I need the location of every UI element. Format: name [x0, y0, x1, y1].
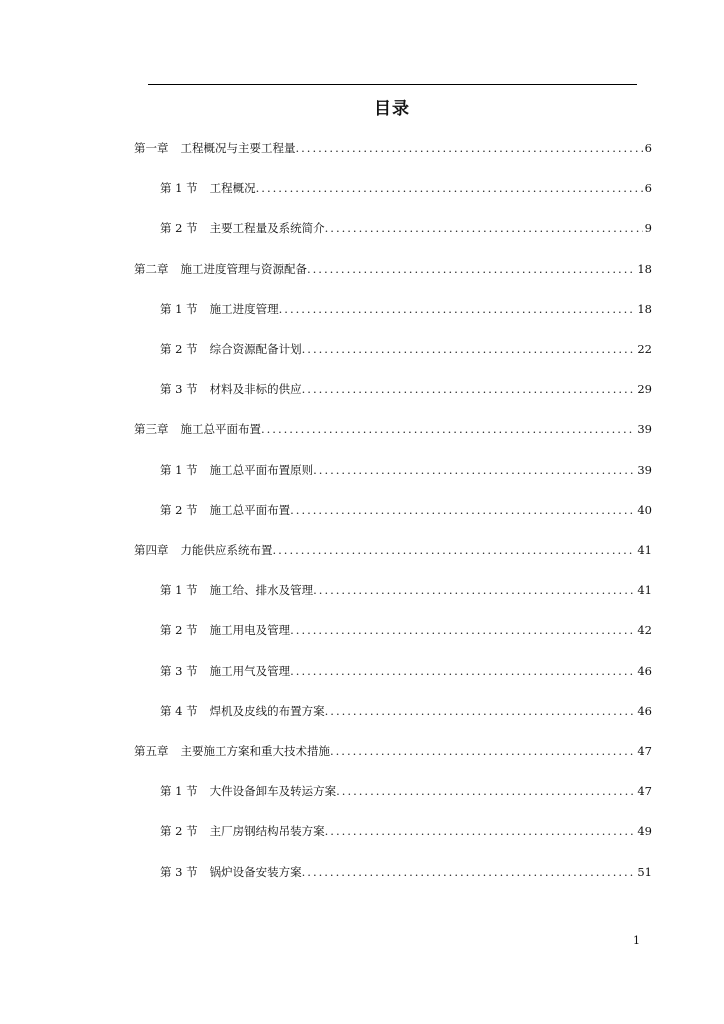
entry-number: 第四章	[134, 543, 169, 557]
entry-title: 工程概况与主要工程量	[180, 141, 296, 155]
toc-chapter-entry[interactable]	[134, 742, 652, 760]
entry-page-number: 41	[637, 583, 652, 597]
entry-number: 第二章	[134, 262, 169, 276]
dot-leader	[256, 179, 643, 197]
entry-page-number: 40	[637, 503, 652, 517]
entry-page-number: 39	[637, 422, 652, 436]
dot-leader	[261, 420, 635, 438]
entry-title: 施工总平面布置	[209, 503, 291, 517]
dot-leader	[330, 742, 635, 760]
toc-section-entry[interactable]	[160, 702, 652, 720]
entry-title: 施工总平面布置	[180, 422, 261, 436]
entry-title: 大件设备卸车及转运方案	[209, 784, 337, 798]
entry-title: 工程概况	[209, 181, 256, 195]
toc-section-entry[interactable]	[160, 822, 652, 840]
entry-title: 主厂房钢结构吊装方案	[209, 824, 325, 838]
dot-leader	[273, 541, 636, 559]
toc-chapter-entry[interactable]	[134, 260, 652, 278]
entry-number: 第 3 节	[160, 382, 198, 396]
toc-section-entry[interactable]	[160, 340, 652, 358]
toc-section-entry[interactable]	[160, 501, 652, 519]
entry-page-number: 6	[644, 181, 652, 195]
entry-title: 施工给、排水及管理	[209, 583, 314, 597]
entry-page-number: 41	[637, 543, 652, 557]
dot-leader	[313, 581, 635, 599]
entry-title: 施工进度管理	[209, 302, 279, 316]
entry-title: 力能供应系统布置	[180, 543, 273, 557]
entry-page-number: 46	[637, 664, 652, 678]
toc-section-entry[interactable]	[160, 863, 652, 881]
dot-leader	[290, 662, 635, 680]
dot-leader	[290, 621, 635, 639]
entry-page-number: 46	[637, 704, 652, 718]
dot-leader	[313, 461, 635, 479]
entry-page-number: 29	[637, 382, 652, 396]
dot-leader	[325, 822, 636, 840]
entry-page-number: 18	[637, 262, 652, 276]
entry-page-number: 47	[637, 744, 652, 758]
entry-number: 第 4 节	[160, 704, 198, 718]
entry-title: 施工进度管理与资源配备	[180, 262, 307, 276]
entry-number: 第 1 节	[160, 463, 198, 477]
entry-number: 第 2 节	[160, 824, 198, 838]
dot-leader	[325, 702, 636, 720]
dot-leader	[302, 863, 636, 881]
entry-number: 第 1 节	[160, 181, 198, 195]
entry-page-number: 6	[644, 141, 652, 155]
entry-number: 第 3 节	[160, 664, 198, 678]
entry-title: 主要施工方案和重大技术措施	[180, 744, 330, 758]
toc-section-entry[interactable]	[160, 621, 652, 639]
dot-leader	[302, 380, 636, 398]
entry-number: 第五章	[134, 744, 169, 758]
entry-page-number: 18	[637, 302, 652, 316]
dot-leader	[336, 782, 635, 800]
toc-section-entry[interactable]	[160, 782, 652, 800]
entry-page-number: 49	[637, 824, 652, 838]
page-number: 1	[633, 934, 640, 947]
entry-title: 锅炉设备安装方案	[209, 865, 302, 879]
toc-section-entry[interactable]	[160, 461, 652, 479]
entry-number: 第 2 节	[160, 503, 198, 517]
entry-title: 材料及非标的供应	[209, 382, 302, 396]
toc-section-entry[interactable]	[160, 581, 652, 599]
entry-title: 施工总平面布置原则	[209, 463, 314, 477]
toc-chapter-entry[interactable]	[134, 541, 652, 559]
entry-number: 第 2 节	[160, 623, 198, 637]
entry-number: 第 1 节	[160, 784, 198, 798]
entry-page-number: 42	[637, 623, 652, 637]
toc-chapter-entry[interactable]	[134, 420, 652, 438]
entry-page-number: 39	[637, 463, 652, 477]
entry-page-number: 47	[637, 784, 652, 798]
entry-page-number: 9	[644, 221, 652, 235]
entry-title: 主要工程量及系统简介	[209, 221, 325, 235]
entry-page-number: 22	[637, 342, 652, 356]
dot-leader	[279, 300, 636, 318]
entry-number: 第 3 节	[160, 865, 198, 879]
dot-leader	[325, 219, 643, 237]
entry-title: 焊机及皮线的布置方案	[209, 704, 325, 718]
toc-section-entry[interactable]	[160, 662, 652, 680]
entry-number: 第一章	[134, 141, 169, 155]
toc-chapter-entry[interactable]	[134, 139, 652, 157]
entry-number: 第 1 节	[160, 583, 198, 597]
dot-leader	[302, 340, 636, 358]
dot-leader	[307, 260, 635, 278]
entry-title: 施工用气及管理	[209, 664, 291, 678]
entry-title: 综合资源配备计划	[209, 342, 302, 356]
toc-section-entry[interactable]	[160, 219, 652, 237]
toc-section-entry[interactable]	[160, 179, 652, 197]
dot-leader	[296, 139, 643, 157]
entry-number: 第三章	[134, 422, 169, 436]
dot-leader	[290, 501, 635, 519]
entry-number: 第 2 节	[160, 342, 198, 356]
toc-section-entry[interactable]	[160, 300, 652, 318]
entry-number: 第 1 节	[160, 302, 198, 316]
entry-title: 施工用电及管理	[209, 623, 291, 637]
entry-page-number: 51	[637, 865, 652, 879]
entry-number: 第 2 节	[160, 221, 198, 235]
toc-title: 目录	[374, 99, 410, 119]
toc-section-entry[interactable]	[160, 380, 652, 398]
